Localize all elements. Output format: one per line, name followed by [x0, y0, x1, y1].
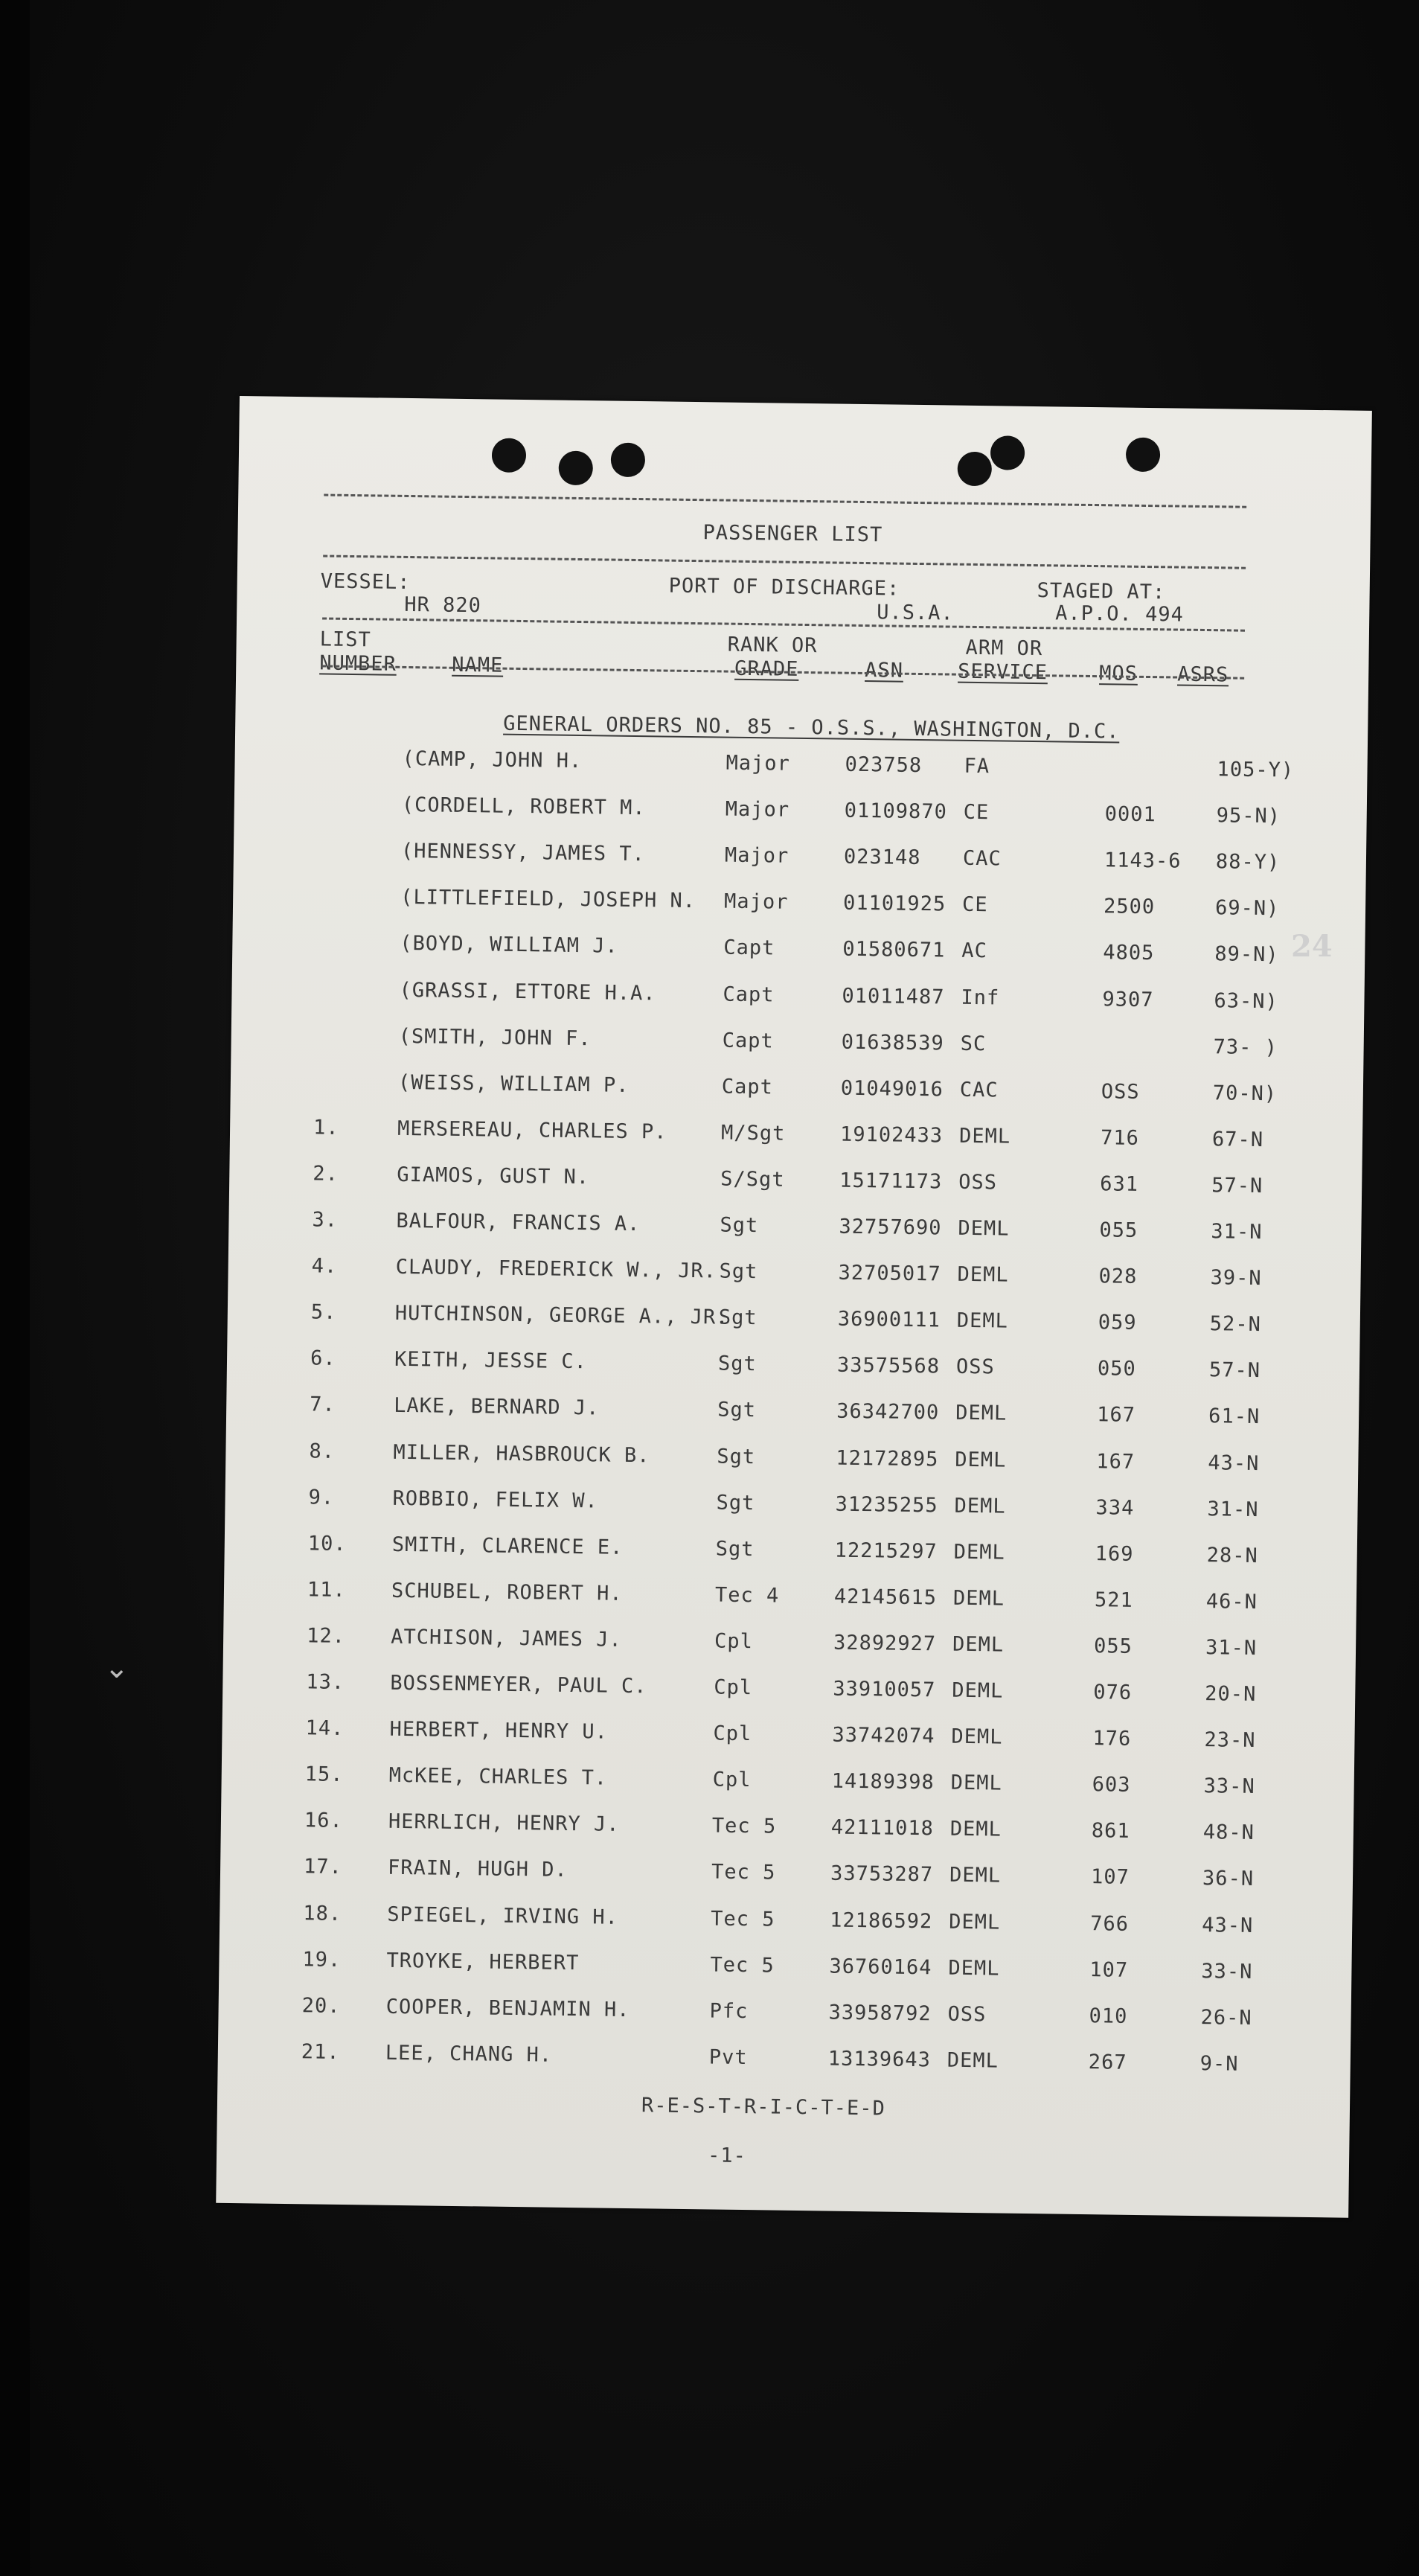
cell-asn: 023148 — [843, 845, 921, 870]
table-row — [227, 1345, 1359, 1385]
cell-ashs: 31-N — [1205, 1636, 1258, 1660]
cell-asn: 36760164 — [829, 1955, 932, 1979]
cell-ashs: 20-N — [1205, 1682, 1257, 1707]
cell-rank: Tec 4 — [714, 1583, 780, 1608]
cell-asn: 42111018 — [830, 1815, 935, 1841]
cell-arm: DEML — [955, 1448, 1007, 1472]
col-rank: GRADE — [734, 656, 799, 681]
cell-name: CLAUDY, FREDERICK W., JR. — [395, 1255, 717, 1283]
cell-name: HUTCHINSON, GEORGE A., JR. — [394, 1302, 729, 1329]
col-rank: RANK OR — [727, 633, 818, 658]
cell-name: MERSEREAU, CHARLES P. — [397, 1116, 667, 1144]
cell-mos: OSS — [1101, 1079, 1140, 1104]
cell-asn: 12172895 — [836, 1446, 939, 1471]
cell-ashs: 33-N — [1203, 1774, 1255, 1799]
cell-name: MILLER, HASBROUCK B. — [393, 1440, 650, 1467]
table-row — [222, 1669, 1355, 1709]
punch-hole — [558, 451, 593, 486]
table-row — [225, 1483, 1357, 1524]
cell-num: 7. — [310, 1393, 336, 1417]
cell-ashs: 57-N — [1211, 1174, 1263, 1198]
cell-mos: 076 — [1093, 1681, 1133, 1704]
cell-ashs: 73- ) — [1213, 1035, 1278, 1059]
cell-num: 17. — [303, 1855, 343, 1879]
col-ashs: ASRS — [1177, 662, 1229, 687]
cell-name: (CORDELL, ROBERT M. — [401, 793, 646, 820]
cell-ashs: 39-N — [1210, 1266, 1262, 1291]
cell-name: (BOYD, WILLIAM J. — [400, 932, 618, 959]
cell-num: 14. — [305, 1716, 345, 1741]
cell-ashs: 43-N — [1202, 1913, 1254, 1937]
cell-name: FRAIN, HUGH D. — [387, 1856, 568, 1882]
col-list-number: LIST — [319, 627, 371, 652]
cell-name: ATCHISON, JAMES J. — [390, 1625, 622, 1652]
cell-mos: 176 — [1092, 1727, 1132, 1751]
cell-name: LEE, CHANG H. — [385, 2041, 553, 2067]
cell-ashs: 105-Y) — [1217, 758, 1295, 782]
cell-mos: 028 — [1098, 1265, 1138, 1288]
cell-rank: Sgt — [717, 1352, 757, 1376]
cell-rank: S/Sgt — [720, 1167, 785, 1192]
cell-num: 2. — [313, 1162, 339, 1186]
port-value: U.S.A. — [877, 601, 955, 625]
cell-asn: 33575568 — [836, 1353, 941, 1378]
cell-asn: 33742074 — [832, 1723, 935, 1748]
cell-asn: 36900111 — [837, 1307, 941, 1332]
cell-name: (SMITH, JOHN F. — [398, 1024, 592, 1050]
cell-num: 8. — [309, 1439, 336, 1463]
cell-arm: DEML — [956, 1308, 1009, 1333]
cell-num: 5. — [310, 1300, 337, 1324]
vessel-label: VESSEL: — [320, 569, 411, 595]
cell-ashs: 36-N — [1202, 1867, 1255, 1891]
cell-mos: 055 — [1093, 1634, 1133, 1658]
film-edge — [0, 0, 30, 2576]
cell-mos: 861 — [1091, 1819, 1130, 1844]
cell-asn: 33958792 — [828, 2001, 932, 2026]
cell-num: 18. — [303, 1901, 342, 1925]
cell-name: McKEE, CHARLES T. — [388, 1763, 608, 1790]
cell-rank: Tec 5 — [711, 1906, 775, 1931]
cell-mos: 167 — [1096, 1403, 1136, 1428]
cell-asn: 01580671 — [842, 938, 946, 962]
cell-arm: DEML — [952, 1586, 1005, 1611]
cell-rank: Sgt — [716, 1491, 755, 1515]
cell-mos: 603 — [1092, 1773, 1131, 1797]
cell-num: 9. — [308, 1485, 335, 1509]
cell-asn: 01011487 — [842, 984, 945, 1009]
cell-ashs: 63-N) — [1214, 988, 1278, 1013]
cell-asn: 42145615 — [833, 1585, 938, 1610]
orders-heading: GENERAL ORDERS NO. 85 - O.S.S., WASHINGTON, D.C. — [503, 712, 1120, 744]
cell-name: COOPER, BENJAMIN H. — [385, 1995, 630, 2022]
cell-asn: 32757690 — [839, 1215, 942, 1240]
cell-ashs: 70-N) — [1212, 1081, 1278, 1106]
cell-asn: 023758 — [845, 752, 923, 778]
table-row — [222, 1761, 1354, 1801]
cell-mos: 169 — [1095, 1541, 1134, 1566]
cell-num: 13. — [306, 1670, 345, 1694]
cell-num: 3. — [312, 1208, 339, 1232]
cell-rank: Sgt — [717, 1445, 756, 1468]
table-row — [218, 2039, 1351, 2079]
table-row — [223, 1623, 1356, 1663]
cell-arm: DEML — [954, 1494, 1006, 1518]
cell-rank: Sgt — [718, 1305, 757, 1330]
cell-rank: Capt — [723, 982, 775, 1006]
cell-arm: Inf — [961, 985, 1000, 1009]
cell-arm: DEML — [952, 1678, 1004, 1703]
cell-asn: 13139643 — [827, 2047, 932, 2072]
cell-num: 20. — [301, 1993, 341, 2018]
cell-ashs: 26-N — [1200, 2005, 1252, 2030]
cell-asn: 01109870 — [844, 799, 948, 824]
cell-rank: Tec 5 — [710, 1953, 775, 1978]
table-row — [234, 744, 1367, 784]
table-row — [228, 1206, 1361, 1247]
cell-name: (HENNESSY, JAMES T. — [400, 840, 646, 866]
cell-asn: 33753287 — [830, 1861, 934, 1887]
cell-num: 19. — [302, 1947, 342, 1972]
table-row — [229, 1160, 1362, 1201]
cell-ashs: 33-N — [1201, 1959, 1253, 1984]
cell-arm: OSS — [955, 1355, 995, 1379]
table-row — [234, 837, 1366, 877]
cell-asn: 01049016 — [840, 1076, 944, 1102]
cell-rank: Tec 5 — [711, 1814, 777, 1838]
cell-name: ROBBIO, FELIX W. — [392, 1486, 598, 1513]
cell-ashs: 67-N — [1211, 1127, 1264, 1151]
cell-num: 16. — [304, 1809, 343, 1833]
cell-arm: DEML — [953, 1540, 1005, 1565]
cell-mos: 167 — [1096, 1449, 1135, 1474]
punch-hole — [990, 435, 1025, 470]
cell-name: SMITH, CLARENCE E. — [391, 1533, 624, 1559]
cell-arm: DEML — [957, 1262, 1009, 1287]
cell-arm: OSS — [947, 2002, 987, 2027]
cell-name: BOSSENMEYER, PAUL C. — [390, 1671, 647, 1698]
table-row — [230, 1114, 1362, 1154]
table-row — [231, 975, 1364, 1015]
table-row — [226, 1391, 1359, 1431]
cell-rank: Capt — [723, 936, 775, 960]
cell-mos: 055 — [1099, 1218, 1138, 1242]
cell-ashs: 31-N — [1211, 1220, 1263, 1244]
cell-rank: Cpl — [713, 1722, 752, 1746]
cell-asn: 14189398 — [831, 1769, 935, 1794]
table-row — [222, 1715, 1354, 1755]
cell-num: 4. — [311, 1254, 338, 1278]
cell-mos: 010 — [1089, 2004, 1128, 2028]
cell-asn: 01638539 — [841, 1030, 944, 1055]
punch-hole — [958, 452, 993, 487]
cell-name: (CAMP, JOHN H. — [402, 747, 583, 773]
cell-rank: Major — [725, 751, 791, 776]
divider — [324, 493, 1246, 508]
staged-label: STAGED AT: — [1037, 579, 1166, 604]
table-row — [233, 883, 1365, 923]
cell-ashs: 95-N) — [1216, 804, 1281, 828]
cell-rank: Capt — [722, 1029, 774, 1053]
cell-arm: DEML — [952, 1632, 1005, 1657]
col-mos: MOS — [1099, 662, 1138, 685]
cell-ashs: 48-N — [1202, 1821, 1255, 1845]
cell-mos: 107 — [1090, 1865, 1130, 1890]
cell-num: 11. — [307, 1578, 346, 1602]
cell-asn: 12186592 — [830, 1908, 933, 1933]
punch-hole — [1126, 438, 1161, 473]
table-row — [221, 1807, 1354, 1847]
cell-rank: Sgt — [717, 1398, 757, 1422]
restricted-stamp: R-E-S-T-R-I-C-T-E-D — [641, 2094, 886, 2120]
cell-ashs: 52-N — [1209, 1312, 1262, 1337]
cell-name: SPIEGEL, IRVING H. — [387, 1902, 619, 1929]
cell-ashs: 57-N — [1208, 1358, 1261, 1383]
punch-hole — [611, 443, 646, 478]
cell-name: KEITH, JESSE C. — [394, 1348, 588, 1374]
cell-name: HERBERT, HENRY U. — [389, 1717, 609, 1744]
cell-num: 1. — [313, 1116, 339, 1140]
cell-mos: 716 — [1100, 1126, 1140, 1150]
cell-mos: 267 — [1088, 2050, 1127, 2074]
cell-ashs: 69-N) — [1214, 896, 1280, 921]
cell-mos: 4805 — [1103, 941, 1155, 965]
table-row — [228, 1299, 1360, 1339]
cell-num: 10. — [307, 1532, 347, 1556]
cell-mos: 9307 — [1102, 987, 1154, 1011]
table-row — [220, 1853, 1353, 1893]
vessel-value: HR 820 — [404, 592, 482, 618]
cell-num: 15. — [304, 1762, 344, 1787]
cell-asn: 12215297 — [834, 1538, 938, 1564]
cell-arm: CE — [963, 800, 990, 825]
cell-mos: 0001 — [1104, 802, 1156, 827]
cell-mos: 766 — [1090, 1911, 1130, 1936]
port-label: PORT OF DISCHARGE: — [668, 574, 900, 601]
cell-num: 6. — [310, 1346, 336, 1371]
cell-arm: SC — [960, 1032, 987, 1055]
cell-arm: DEML — [958, 1216, 1010, 1241]
table-row — [234, 790, 1367, 831]
col-arm: ARM OR — [965, 636, 1043, 661]
cell-rank: Major — [724, 843, 789, 868]
cell-num: 21. — [301, 2040, 340, 2064]
cell-name: HERRLICH, HENRY J. — [388, 1810, 620, 1837]
cell-ashs: 31-N — [1207, 1497, 1259, 1521]
cell-asn: 19102433 — [839, 1122, 944, 1148]
cell-ashs: 61-N — [1208, 1404, 1261, 1429]
cell-name: LAKE, BERNARD J. — [394, 1394, 600, 1420]
cell-arm: CAC — [959, 1078, 999, 1102]
document-title: PASSENGER LIST — [702, 521, 883, 547]
cell-arm: DEML — [955, 1402, 1008, 1426]
cell-name: TROYKE, HERBERT — [386, 1949, 580, 1975]
cell-mos: 107 — [1089, 1957, 1129, 1982]
cell-arm: AC — [961, 939, 988, 963]
cell-arm: OSS — [958, 1170, 998, 1195]
cell-name: (WEISS, WILLIAM P. — [397, 1070, 630, 1097]
cell-rank: Capt — [721, 1075, 774, 1099]
table-row — [225, 1530, 1357, 1570]
col-asn: ASN — [865, 659, 904, 683]
col-list-number: NUMBER — [319, 651, 397, 676]
cell-ashs: 46-N — [1205, 1589, 1258, 1614]
cell-asn: 32705017 — [838, 1261, 941, 1286]
cell-rank: Tec 5 — [711, 1860, 776, 1885]
staged-value: A.P.O. 494 — [1055, 601, 1185, 627]
cell-arm: DEML — [949, 1910, 1001, 1934]
page-number: -1- — [707, 2144, 747, 2168]
cell-name: (GRASSI, ETTORE H.A. — [399, 978, 656, 1005]
cell-arm: FA — [964, 754, 990, 779]
cell-name: GIAMOS, GUST N. — [397, 1163, 590, 1189]
divider — [323, 554, 1246, 569]
cell-asn: 36342700 — [836, 1400, 940, 1425]
cell-asn: 01101925 — [842, 891, 946, 916]
cell-ashs: 23-N — [1204, 1728, 1256, 1753]
cell-rank: Sgt — [715, 1537, 755, 1561]
cell-rank: M/Sgt — [720, 1121, 786, 1145]
cell-ashs: 9-N — [1199, 2051, 1239, 2076]
cell-asn: 33910057 — [833, 1677, 936, 1702]
cell-rank: Major — [725, 797, 790, 822]
cell-arm: CE — [961, 893, 988, 917]
cell-arm: DEML — [951, 1725, 1003, 1749]
cell-arm: DEML — [950, 1771, 1002, 1795]
cell-arm: DEML — [958, 1124, 1011, 1148]
cell-rank: Sgt — [720, 1213, 759, 1238]
cell-rank: Cpl — [712, 1768, 752, 1792]
cell-rank: Cpl — [714, 1675, 753, 1700]
table-row — [224, 1576, 1356, 1617]
table-row — [218, 1992, 1351, 2033]
col-name: NAME — [452, 653, 504, 677]
cell-arm: DEML — [949, 1864, 1002, 1888]
cell-asn: 31235255 — [835, 1492, 938, 1518]
table-row — [232, 929, 1365, 969]
cell-mos: 1143-6 — [1104, 848, 1182, 873]
cell-arm: CAC — [962, 846, 1002, 871]
cell-mos: 631 — [1100, 1172, 1139, 1196]
cell-rank: Cpl — [714, 1629, 754, 1654]
cell-ashs: 89-N) — [1214, 942, 1279, 967]
cell-rank: Pfc — [709, 1999, 749, 2023]
cell-name: (LITTLEFIELD, JOSEPH N. — [400, 886, 696, 913]
table-row — [231, 1022, 1364, 1062]
cell-rank: Pvt — [708, 2045, 748, 2069]
cell-asn: 32892927 — [833, 1631, 937, 1656]
frame-number: 24 — [1291, 929, 1333, 964]
cell-rank: Major — [723, 889, 789, 915]
cell-mos: 059 — [1098, 1311, 1137, 1335]
cell-mos: 521 — [1094, 1588, 1133, 1612]
cell-arm: DEML — [949, 1817, 1002, 1841]
cell-ashs: 28-N — [1206, 1543, 1258, 1567]
col-arm: SERVICE — [958, 659, 1048, 685]
cell-name: SCHUBEL, ROBERT H. — [391, 1579, 623, 1605]
table-row — [220, 1899, 1352, 1940]
cell-mos: 050 — [1097, 1357, 1136, 1381]
punch-hole — [492, 438, 527, 473]
film-mark: ⌄ — [104, 1651, 129, 1685]
cell-arm: DEML — [946, 2048, 999, 2073]
cell-num: 12. — [307, 1624, 346, 1648]
cell-ashs: 43-N — [1208, 1451, 1260, 1475]
cell-ashs: 88-Y) — [1215, 850, 1281, 875]
document-page — [216, 396, 1372, 2218]
table-row — [225, 1437, 1358, 1477]
table-row — [228, 1253, 1360, 1293]
table-row — [231, 1068, 1363, 1108]
cell-mos: 2500 — [1103, 895, 1156, 919]
table-row — [219, 1946, 1351, 1986]
cell-rank: Sgt — [719, 1259, 758, 1284]
cell-name: BALFOUR, FRANCIS A. — [396, 1209, 641, 1236]
cell-mos: 334 — [1095, 1495, 1135, 1520]
cell-asn: 15171173 — [839, 1169, 943, 1194]
cell-arm: DEML — [948, 1956, 1000, 1981]
